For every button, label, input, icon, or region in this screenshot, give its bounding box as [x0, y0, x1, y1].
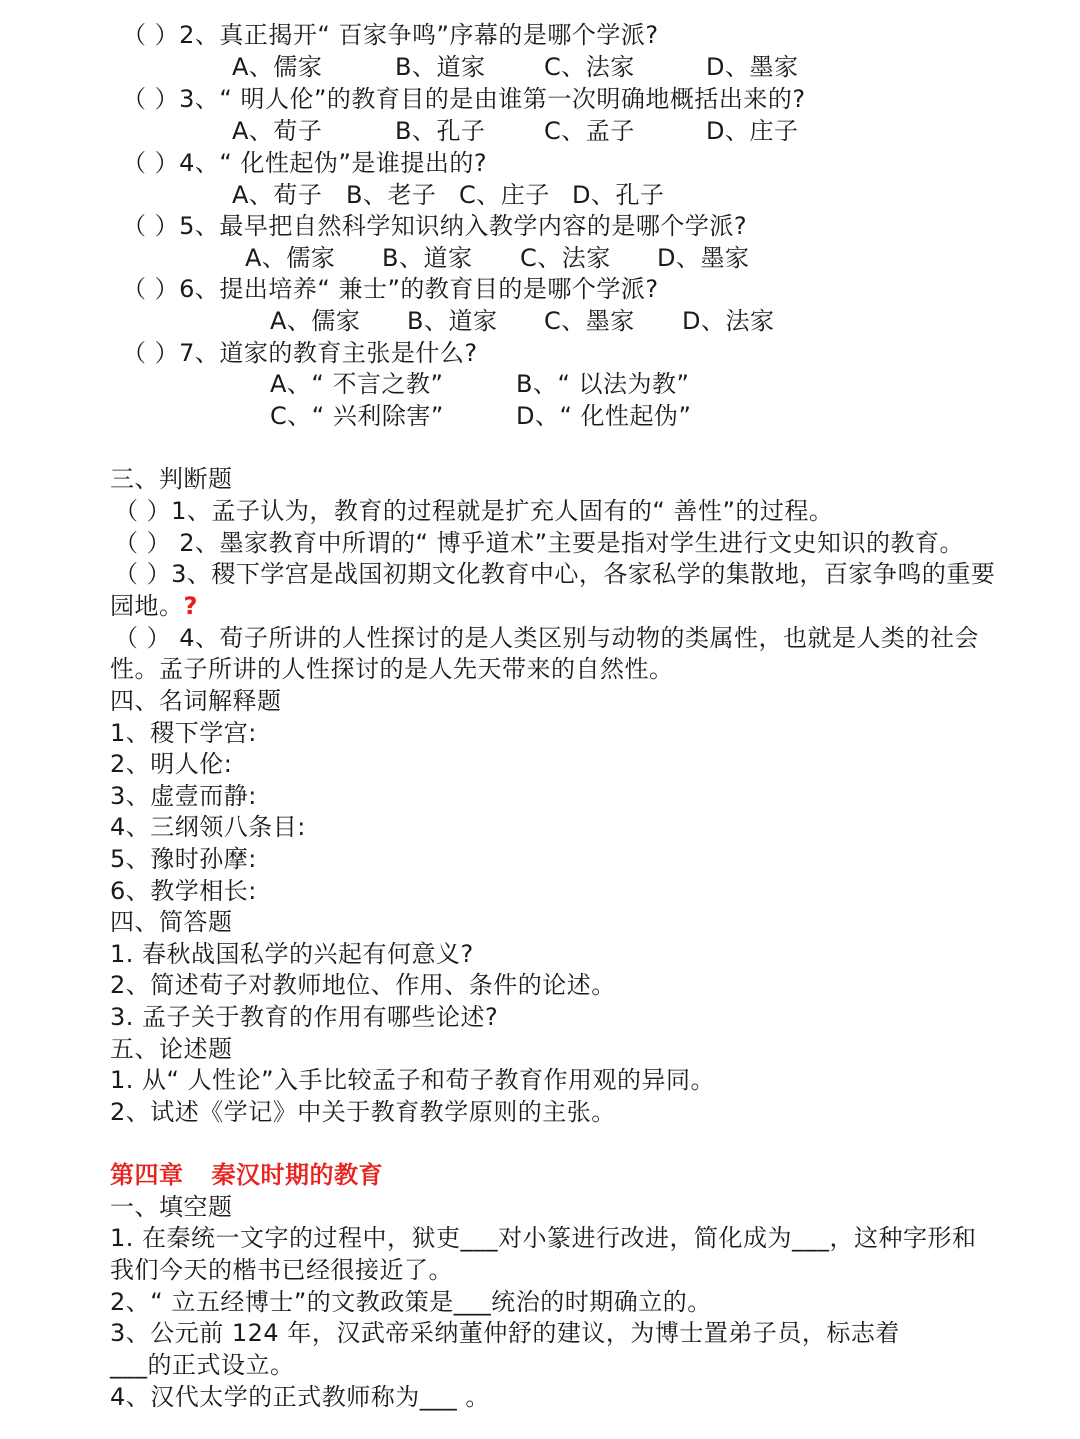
judge-question-3-text: 园地。 — [110, 592, 184, 620]
mc-q7-option-a: A、“ 不言之教” — [270, 370, 444, 398]
mc-question-3: （ ）3、“ 明人伦”的教育目的是由谁第一次明确地概括出来的? — [122, 85, 806, 113]
mc-question-6: （ ）6、提出培养“ 兼士”的教育目的是哪个学派? — [122, 275, 659, 303]
judge-question-2: （ ） 2、墨家教育中所谓的“ 博乎道术”主要是指对学生进行文史知识的教育。 — [114, 529, 965, 557]
question-mark-annotation: ? — [183, 592, 198, 620]
mc-q5-option-b: B、道家 — [382, 244, 473, 272]
section-heading-essay: 五、论述题 — [110, 1035, 233, 1063]
mc-question-7: （ ）7、道家的教育主张是什么? — [122, 339, 478, 367]
mc-q6-option-a: A、儒家 — [270, 307, 361, 335]
judge-question-3-line2 — [110, 590, 198, 622]
chapter-heading — [110, 1159, 383, 1191]
term-item-4: 4、三纲领八条目: — [110, 813, 306, 841]
mc-q3-option-c: C、孟子 — [544, 117, 635, 145]
mc-q5-option-c: C、法家 — [520, 244, 611, 272]
mc-q3-option-d: D、庄子 — [706, 117, 799, 145]
section-heading-fill: 一、填空题 — [110, 1193, 233, 1221]
mc-q6-option-b: B、道家 — [407, 307, 498, 335]
mc-q6-option-d: D、法家 — [682, 307, 775, 335]
fill-item-1-line1: 1. 在秦统一文字的过程中，狱吏___对小篆进行改进，简化成为___，这种字形和 — [110, 1224, 977, 1252]
term-item-2: 2、明人伦: — [110, 750, 233, 778]
short-item-2: 2、简述荀子对教师地位、作用、条件的论述。 — [110, 971, 616, 999]
essay-item-2: 2、试述《学记》中关于教育教学原则的主张。 — [110, 1098, 616, 1126]
mc-q2-option-a: A、儒家 — [232, 53, 323, 81]
short-item-3: 3. 孟子关于教育的作用有哪些论述? — [110, 1003, 499, 1031]
mc-q2-option-c: C、法家 — [544, 53, 635, 81]
mc-q7-option-c: C、“ 兴利除害” — [270, 402, 444, 430]
section-heading-short: 四、简答题 — [110, 908, 233, 936]
fill-item-3-line1: 3、公元前 124 年，汉武帝采纳董仲舒的建议，为博士置弟子员，标志着 — [110, 1319, 900, 1347]
mc-question-2: （ ）2、真正揭开“ 百家争鸣”序幕的是哪个学派? — [122, 21, 659, 49]
judge-question-4-line2: 性。孟子所讲的人性探讨的是人先天带来的自然性。 — [110, 655, 674, 683]
mc-question-4: （ ）4、“ 化性起伪”是谁提出的? — [122, 149, 488, 177]
mc-q4-option-d: D、孔子 — [572, 181, 665, 209]
mc-q6-option-c: C、墨家 — [544, 307, 635, 335]
term-item-6: 6、教学相长: — [110, 877, 257, 905]
term-item-1: 1、稷下学宫: — [110, 719, 257, 747]
chapter-number: 第四章 — [110, 1161, 184, 1189]
chapter-title: 秦汉时期的教育 — [211, 1161, 383, 1189]
mc-q4-option-c: C、庄子 — [459, 181, 550, 209]
mc-q7-option-d: D、“ 化性起伪” — [516, 402, 692, 430]
term-item-3: 3、虚壹而静: — [110, 782, 257, 810]
mc-q4-option-b: B、老子 — [346, 181, 437, 209]
term-item-5: 5、豫时孙摩: — [110, 845, 257, 873]
mc-question-5: （ ）5、最早把自然科学知识纳入教学内容的是哪个学派? — [122, 212, 748, 240]
mc-q2-option-b: B、道家 — [395, 53, 486, 81]
mc-q5-option-a: A、儒家 — [245, 244, 336, 272]
mc-q3-option-a: A、荀子 — [232, 117, 323, 145]
fill-item-3-line2: ___的正式设立。 — [110, 1351, 295, 1379]
mc-q4-option-a: A、荀子 — [232, 181, 323, 209]
mc-q5-option-d: D、墨家 — [657, 244, 750, 272]
judge-question-4-line1: （ ） 4、荀子所讲的人性探讨的是人类区别与动物的类属性，也就是人类的社会 — [114, 624, 980, 652]
mc-q3-option-b: B、孔子 — [395, 117, 486, 145]
judge-question-1: （ ）1、孟子认为，教育的过程就是扩充人固有的“ 善性”的过程。 — [114, 497, 834, 525]
short-item-1: 1. 春秋战国私学的兴起有何意义? — [110, 940, 474, 968]
mc-q2-option-d: D、墨家 — [706, 53, 799, 81]
fill-item-2: 2、“ 立五经博士”的文教政策是___统治的时期确立的。 — [110, 1288, 712, 1316]
essay-item-1: 1. 从“ 人性论”入手比较孟子和荀子教育作用观的异同。 — [110, 1066, 716, 1094]
section-heading-judge: 三、判断题 — [110, 465, 233, 493]
fill-item-4: 4、汉代太学的正式教师称为___ 。 — [110, 1383, 490, 1411]
mc-q7-option-b: B、“ 以法为教” — [516, 370, 690, 398]
section-heading-terms: 四、名词解释题 — [110, 687, 282, 715]
judge-question-3-line1: （ ）3、稷下学宫是战国初期文化教育中心，各家私学的集散地，百家争鸣的重要 — [114, 560, 996, 588]
fill-item-1-line2: 我们今天的楷书已经很接近了。 — [110, 1256, 453, 1284]
